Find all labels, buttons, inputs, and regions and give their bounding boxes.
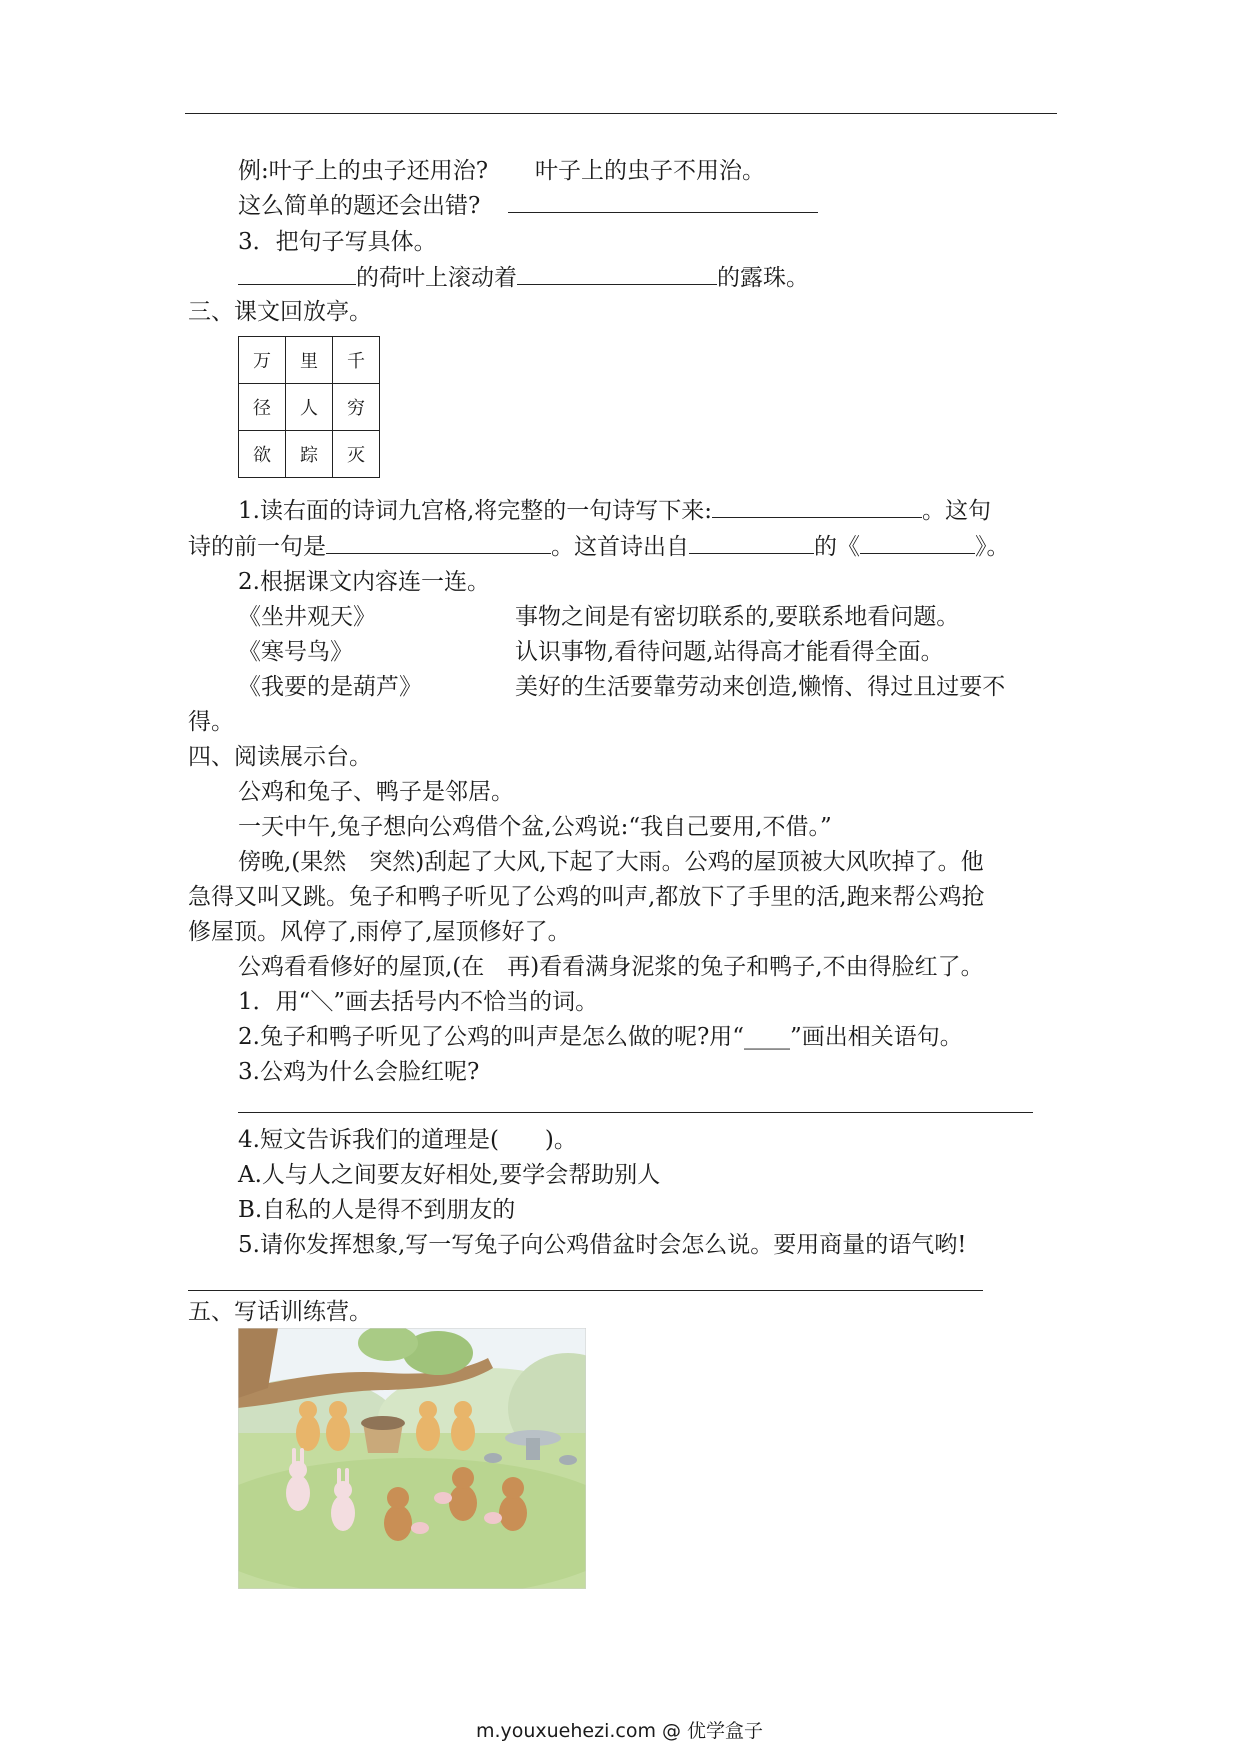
answer-line[interactable] bbox=[238, 1112, 1033, 1113]
example-answer: 叶子上的虫子不用治。 bbox=[535, 158, 765, 184]
section-3-title: 三、课文回放亭。 bbox=[188, 299, 372, 325]
grid-cell: 欲 bbox=[239, 431, 286, 478]
grid-cell: 万 bbox=[239, 337, 286, 384]
grid-cell: 人 bbox=[286, 384, 333, 431]
passage-line: 修屋顶。风停了,雨停了,屋顶修好了。 bbox=[188, 919, 571, 945]
passage-line: 急得又叫又跳。兔子和鸭子听见了公鸡的叫声,都放下了手里的活,跑来帮公鸡抢 bbox=[188, 884, 985, 910]
grid-cell: 踪 bbox=[286, 431, 333, 478]
grid-cell: 灭 bbox=[333, 431, 380, 478]
question-3-heading: 3．把句子写具体。 bbox=[238, 229, 437, 255]
exercise-sentence-text: 这么简单的题还会出错? bbox=[238, 193, 481, 219]
answer-blank[interactable] bbox=[689, 531, 814, 554]
answer-blank[interactable] bbox=[860, 531, 975, 554]
match-left-2: 《寒号鸟》 bbox=[238, 639, 353, 665]
question-1-text-4: 的《 bbox=[814, 534, 860, 560]
reading-question-1: 1．用“＼”画去括号内不恰当的词。 bbox=[238, 989, 599, 1015]
answer-blank[interactable] bbox=[517, 262, 717, 285]
grid-cell: 径 bbox=[239, 384, 286, 431]
expand-sentence bbox=[238, 262, 809, 294]
section-5-title: 五、写话训练营。 bbox=[188, 1299, 372, 1325]
passage-line: 公鸡看看修好的屋顶,(在 再)看看满身泥浆的兔子和鸭子,不由得脸红了。 bbox=[238, 954, 984, 980]
answer-blank[interactable] bbox=[326, 531, 551, 554]
reading-question-3: 3.公鸡为什么会脸红呢? bbox=[238, 1059, 480, 1085]
answer-blank[interactable] bbox=[712, 495, 922, 518]
reading-question-5: 5.请你发挥想象,写一写兔子向公鸡借盆时会怎么说。要用商量的语气哟! bbox=[238, 1232, 967, 1258]
poem-grid bbox=[238, 336, 380, 478]
match-right-3-cont: 得。 bbox=[188, 709, 234, 735]
section-4-title: 四、阅读展示台。 bbox=[188, 744, 372, 770]
example-question: 例:叶子上的虫子还用治? bbox=[238, 158, 489, 184]
grid-cell: 里 bbox=[286, 337, 333, 384]
question-1-text: 1.读右面的诗词九宫格,将完整的一句诗写下来: bbox=[238, 498, 713, 524]
reading-question-2: 2.兔子和鸭子听见了公鸡的叫声是怎么做的呢?用“____”画出相关语句。 bbox=[238, 1024, 963, 1050]
exercise-sentence bbox=[238, 190, 818, 222]
footer-watermark: m.youxuehezi.com @ 优学盒子 bbox=[475, 1720, 764, 1742]
passage-line: 一天中午,兔子想向公鸡借个盆,公鸡说:“我自己要用,不借。” bbox=[238, 814, 832, 840]
writing-prompt-illustration bbox=[238, 1328, 586, 1589]
top-rule bbox=[185, 113, 1057, 114]
question-1-line-2 bbox=[188, 531, 1010, 563]
passage-line: 公鸡和兔子、鸭子是邻居。 bbox=[238, 779, 514, 805]
option-a: A.人与人之间要友好相处,要学会帮助别人 bbox=[238, 1162, 661, 1188]
grid-cell: 千 bbox=[333, 337, 380, 384]
grid-cell: 穷 bbox=[333, 384, 380, 431]
match-left-1: 《坐井观天》 bbox=[238, 604, 376, 630]
match-right-2: 认识事物,看待问题,站得高才能看得全面。 bbox=[515, 639, 944, 665]
question-1-line-1 bbox=[238, 495, 991, 527]
reading-question-4: 4.短文告诉我们的道理是( )。 bbox=[238, 1127, 577, 1153]
question-2-heading: 2.根据课文内容连一连。 bbox=[238, 569, 490, 595]
illustration-svg bbox=[238, 1328, 586, 1589]
expand-sentence-mid: 的荷叶上滚动着 bbox=[356, 265, 517, 291]
match-right-1: 事物之间是有密切联系的,要联系地看问题。 bbox=[515, 604, 960, 630]
match-left-3: 《我要的是葫芦》 bbox=[238, 674, 422, 700]
question-1-cont: 。这句 bbox=[922, 498, 992, 524]
option-b: B.自私的人是得不到朋友的 bbox=[238, 1197, 516, 1223]
passage-line: 傍晚,(果然 突然)刮起了大风,下起了大雨。公鸡的屋顶被大风吹掉了。他 bbox=[238, 849, 984, 875]
answer-blank[interactable] bbox=[238, 262, 356, 285]
answer-line[interactable] bbox=[188, 1290, 983, 1291]
question-1-text-3: 。这首诗出自 bbox=[551, 534, 689, 560]
question-1-text-2: 诗的前一句是 bbox=[188, 534, 326, 560]
answer-blank[interactable] bbox=[508, 190, 818, 213]
expand-sentence-end: 的露珠。 bbox=[717, 265, 809, 291]
question-1-text-5: 》。 bbox=[975, 534, 1010, 560]
match-right-3: 美好的生活要靠劳动来创造,懒惰、得过且过要不 bbox=[515, 674, 1006, 700]
